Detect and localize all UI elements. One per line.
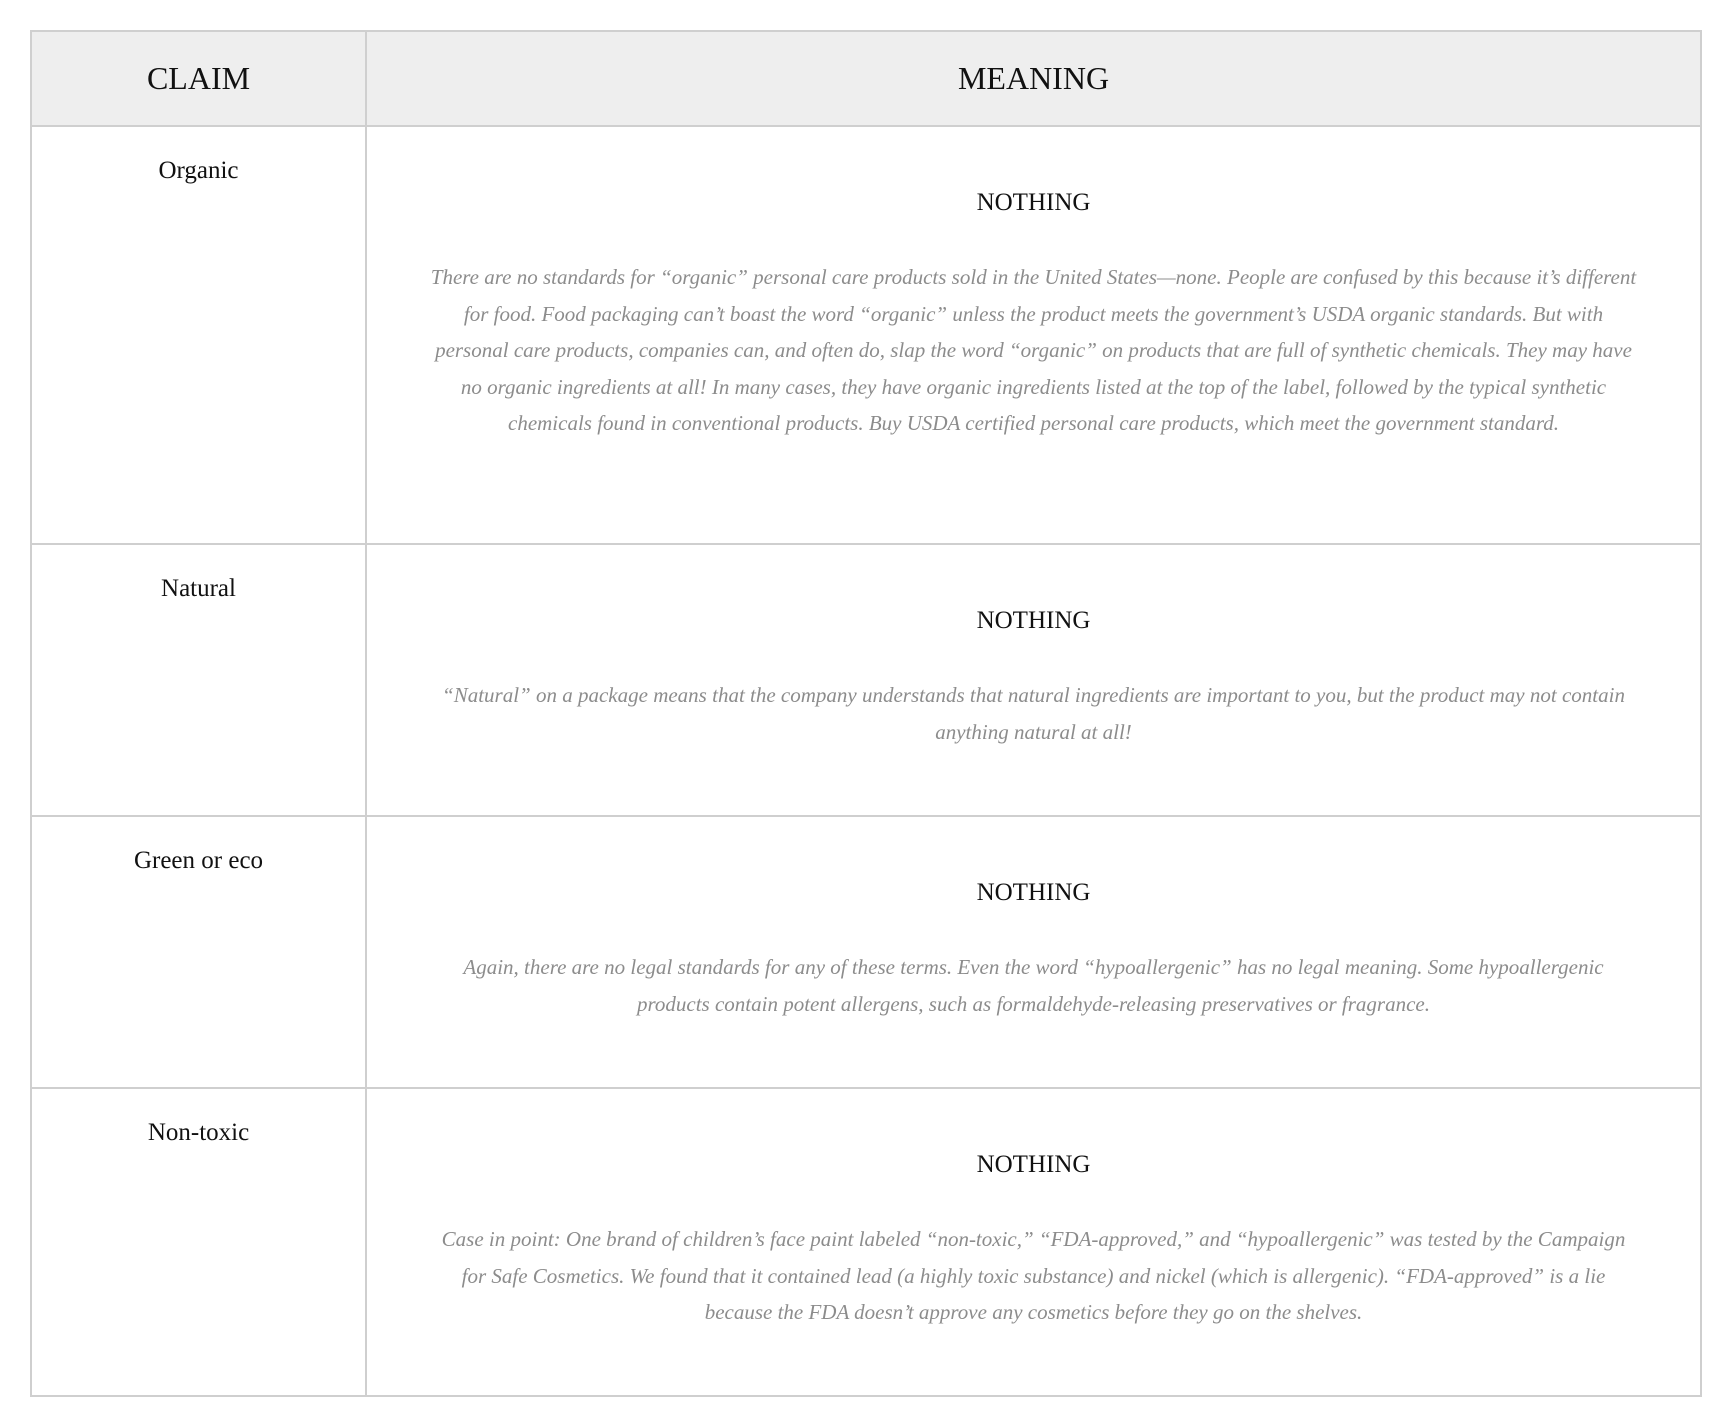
meaning-description: Again, there are no legal standards for any of these terms. Even the word “hypoallergenic” has no legal meaning. Some hypoallergenic products contain potent allergens, such as formaldehyde-releasing preservatives or fragrance.: [463, 955, 1604, 1016]
claim-cell: Natural: [31, 544, 366, 816]
meaning-cell: [366, 126, 1701, 544]
verdict-label: NOTHING: [976, 189, 1091, 216]
meaning-cell: [366, 1088, 1701, 1396]
meaning-description: “Natural” on a package means that the company understands that natural ingredients are important to you, but the product may not contain anything natural at all!: [442, 683, 1625, 744]
table-row: [31, 816, 1701, 1088]
claim-column-header: CLAIM: [31, 31, 366, 126]
verdict-label: NOTHING: [976, 607, 1091, 634]
meaning-description: Case in point: One brand of children’s face paint labeled “non-toxic,” “FDA-approved,” and “hypoallergenic” was tested by the Campaign for Safe Cosmetics. We found that it contained lead (a highly toxic substance) and nickel (which is allergenic). “FDA-approved” is a lie because the FDA doesn’t approve any cosmetics before they go on the shelves.: [441, 1227, 1626, 1324]
table-header-row: [31, 31, 1701, 126]
table-row: [31, 1088, 1701, 1396]
verdict-label: NOTHING: [976, 1151, 1091, 1178]
claims-table: [30, 30, 1702, 1397]
claim-cell: Non-toxic: [31, 1088, 366, 1396]
claim-cell: Green or eco: [31, 816, 366, 1088]
verdict-label: NOTHING: [976, 879, 1091, 906]
table-row: [31, 544, 1701, 816]
meaning-description: There are no standards for “organic” personal care products sold in the United States—none. People are confused by this because it’s different for food. Food packaging can’t boast the word “organic” unless the product meets the government’s USDA organic standards. But with personal care products, companies can, and often do, slap the word “organic” on products that are full of synthetic chemicals. They may have no organic ingredients at all! In many cases, they have organic ingredients listed at the top of the label, followed by the typical synthetic chemicals found in conventional products. Buy USDA certified personal care products, which meet the government standard.: [430, 265, 1637, 435]
claims-table-container: [30, 30, 1700, 1397]
table-row: [31, 126, 1701, 544]
meaning-column-header: MEANING: [366, 31, 1701, 126]
claim-cell: Organic: [31, 126, 366, 544]
meaning-cell: [366, 816, 1701, 1088]
meaning-cell: [366, 544, 1701, 816]
